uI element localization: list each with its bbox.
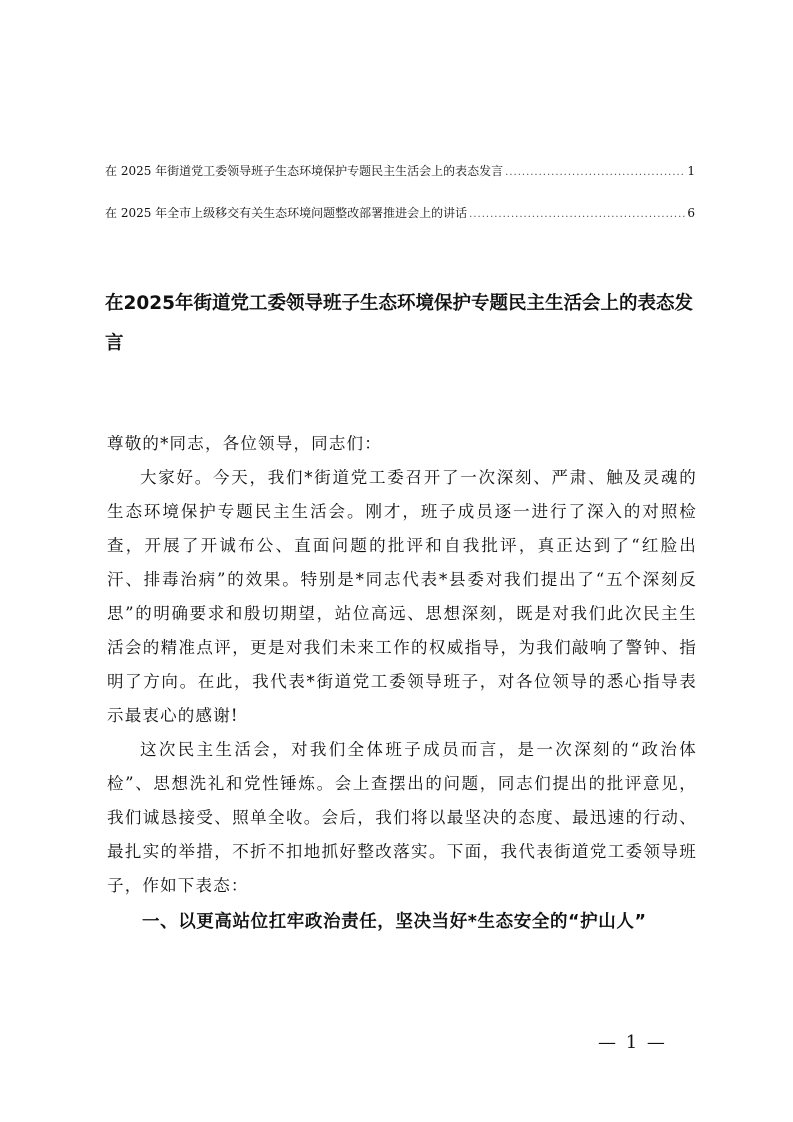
salutation: 尊敬的*同志，各位领导，同志们： xyxy=(107,434,382,453)
document-body xyxy=(107,427,697,941)
toc-leader-dots xyxy=(505,162,685,184)
toc-entry-title: 在 2025 年街道党工委领导班子生态环境保护专题民主生活会上的表态发言 xyxy=(105,164,504,178)
document-title: 在2025年街道党工委领导班子生态环境保护专题民主生活会上的表态发言 xyxy=(105,293,693,354)
page-number: — 1 — xyxy=(598,1032,667,1053)
table-of-contents xyxy=(105,160,695,224)
toc-entry[interactable] xyxy=(105,160,695,182)
toc-entry-page: 6 xyxy=(687,206,695,220)
toc-entry[interactable] xyxy=(105,202,695,224)
toc-entry-title: 在 2025 年全市上级移交有关生态环境问题整改部署推进会上的讲话 xyxy=(105,206,468,220)
section-heading: 一、以更高站位扛牢政治责任，坚决当好*生态安全的“护山人” xyxy=(142,912,647,932)
toc-entry-page: 1 xyxy=(687,164,695,178)
toc-leader-dots xyxy=(469,204,685,226)
body-paragraph: 这次民主生活会，对我们全体班子成员而言，是一次深刻的“政治体检”、思想洗礼和党性锤炼。会上查摆出的问题，同志们提出的批评意见，我们诚恳接受、照单全收。会后，我们将以最坚决的态度、最迅速的行动、最扎实的举措，不折不扣地抓好整改落实。下面，我代表街道党工委领导班子，作如下表态： xyxy=(107,740,697,895)
body-paragraph: 大家好。今天，我们*街道党工委召开了一次深刻、严肃、触及灵魂的生态环境保护专题民主生活会。刚才，班子成员逐一进行了深入的对照检查，开展了开诚布公、直面问题的批评和自我批评，真正达到了“红脸出汗、排毒治病”的效果。特别是*同志代表*县委对我们提出了“五个深刻反思”的明确要求和殷切期望，站位高远、思想深刻，既是对我们此次民主生活会的精准点评，更是对我们未来工作的权威指导，为我们敲响了警钟、指明了方向。在此，我代表*街道党工委领导班子，对各位领导的悉心指导表示最衷心的感谢! xyxy=(107,468,697,725)
